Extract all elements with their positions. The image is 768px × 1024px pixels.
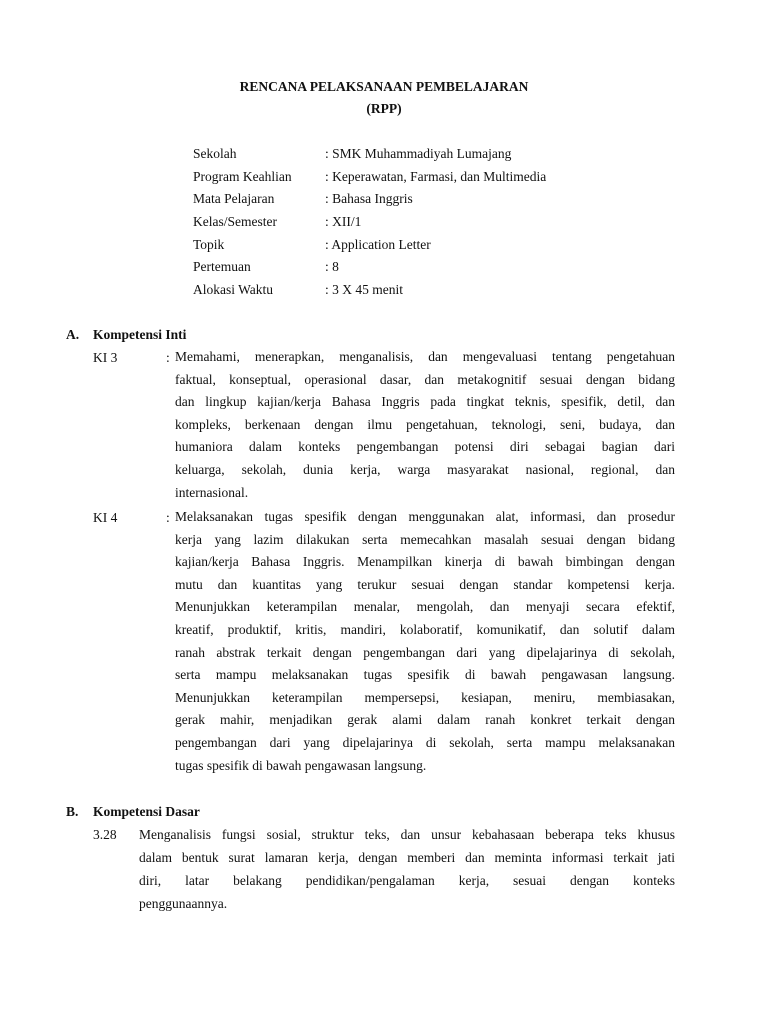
ki4-colon: : bbox=[166, 510, 170, 525]
ki4-line: serta mampu melaksanakan tugas spesifik di bawah pengawasan langsung. bbox=[175, 667, 675, 683]
ki3-line: kompleks, berkenaan dengan ilmu pengetahuan, teknologi, seni, budaya, dan bbox=[175, 416, 675, 432]
section-a-letter: A. bbox=[66, 327, 80, 342]
ki4-line: ranah abstrak terkait dengan pengembangan dari yang dipelajarinya di sekolah, bbox=[175, 644, 675, 660]
info-label-topik: Topik bbox=[193, 237, 225, 252]
ki3-line: keluarga, sekolah, dunia kerja, warga masyarakat nasional, regional, dan bbox=[175, 461, 675, 477]
ki3-code: KI 3 bbox=[93, 350, 118, 365]
ki4-line: mutu dan kuantitas yang terukur sesuai dengan standar kompetensi kerja. bbox=[175, 576, 675, 592]
info-label-program-keahlian: Program Keahlian bbox=[193, 169, 292, 184]
ki3-colon: : bbox=[166, 350, 170, 365]
ki4-line: kreatif, produktif, kritis, mandiri, kolaboratif, komunikatif, dan solutif dalam bbox=[175, 621, 675, 637]
ki4-line: pengembangan dari yang dipelajarinya di sekolah, serta mampu melaksanakan bbox=[175, 734, 675, 750]
section-a-title: Kompetensi Inti bbox=[93, 327, 187, 342]
kd-line: penggunaannya. bbox=[139, 896, 228, 911]
ki4-line: Menunjukkan keterampilan menalar, mengolah, dan menyaji secara efektif, bbox=[175, 599, 675, 615]
ki3-line: dan lingkup kajian/kerja Bahasa Inggris pada tingkat teknis, spesifik, detil, dan bbox=[175, 394, 675, 410]
ki3-paragraph bbox=[166, 346, 675, 504]
info-label-pertemuan: Pertemuan bbox=[193, 259, 251, 274]
info-value-mata-pelajaran: : Bahasa Inggris bbox=[325, 191, 413, 206]
ki3-line: faktual, konseptual, operasional dasar, dan metakognitif sesuai dengan bidang bbox=[175, 371, 675, 387]
ki3-line: internasional. bbox=[175, 484, 249, 500]
ki4-line: gerak mahir, menjadikan gerak alami dalam ranah konkret terkait dengan bbox=[175, 712, 675, 728]
info-value-alokasi-waktu: : 3 X 45 menit bbox=[325, 282, 403, 297]
info-label-kelas-semester: Kelas/Semester bbox=[193, 214, 277, 229]
ki3-line: Memahami, menerapkan, menganalisis, dan mengevaluasi tentang pengetahuan bbox=[175, 349, 675, 364]
ki4-line: tugas spesifik di bawah pengawasan langsung. bbox=[175, 757, 427, 773]
info-value-topik: : Application Letter bbox=[325, 237, 431, 252]
info-value-sekolah: : SMK Muhammadiyah Lumajang bbox=[325, 146, 512, 161]
info-label-alokasi-waktu: Alokasi Waktu bbox=[193, 282, 274, 297]
info-value-program-keahlian: : Keperawatan, Farmasi, dan Multimedia bbox=[325, 169, 547, 184]
section-b-title: Kompetensi Dasar bbox=[93, 804, 200, 819]
kd-paragraph bbox=[139, 823, 675, 915]
ki4-line: Menunjukkan keterampilan mempersepsi, kesiapan, meniru, membiasakan, bbox=[175, 689, 675, 705]
ki3-line: humaniora dalam konteks pengembangan potensi diri sebagai bagian dari bbox=[175, 439, 675, 455]
kd-line: dalam bentuk surat lamaran kerja, dengan memberi dan meminta informasi terkait jati bbox=[139, 850, 675, 865]
info-label-mata-pelajaran: Mata Pelajaran bbox=[193, 191, 275, 206]
ki4-paragraph bbox=[166, 506, 675, 777]
info-label-sekolah: Sekolah bbox=[193, 146, 237, 161]
info-value-pertemuan: : 8 bbox=[325, 259, 339, 274]
kd-line: diri, latar belakang pendidikan/pengalaman kerja, sesuai dengan konteks bbox=[139, 873, 675, 888]
document-subtitle: (RPP) bbox=[366, 101, 402, 116]
ki4-line: kajian/kerja Bahasa Inggris. Menampilkan kinerja di bawah bimbingan dengan bbox=[175, 554, 675, 570]
ki4-line: Melaksanakan tugas spesifik dengan menggunakan alat, informasi, dan prosedur bbox=[175, 509, 675, 524]
kd-code: 3.28 bbox=[93, 827, 117, 842]
section-b-letter: B. bbox=[66, 804, 79, 819]
info-value-kelas-semester: : XII/1 bbox=[325, 214, 362, 229]
ki4-line: kerja yang lazim dilakukan serta memecahkan masalah sesuai dengan bidang bbox=[175, 531, 675, 547]
document-title: RENCANA PELAKSANAAN PEMBELAJARAN bbox=[239, 79, 529, 94]
ki4-code: KI 4 bbox=[93, 510, 118, 525]
kd-line: Menganalisis fungsi sosial, struktur teks, dan unsur kebahasaan beberapa teks khusus bbox=[139, 827, 675, 842]
